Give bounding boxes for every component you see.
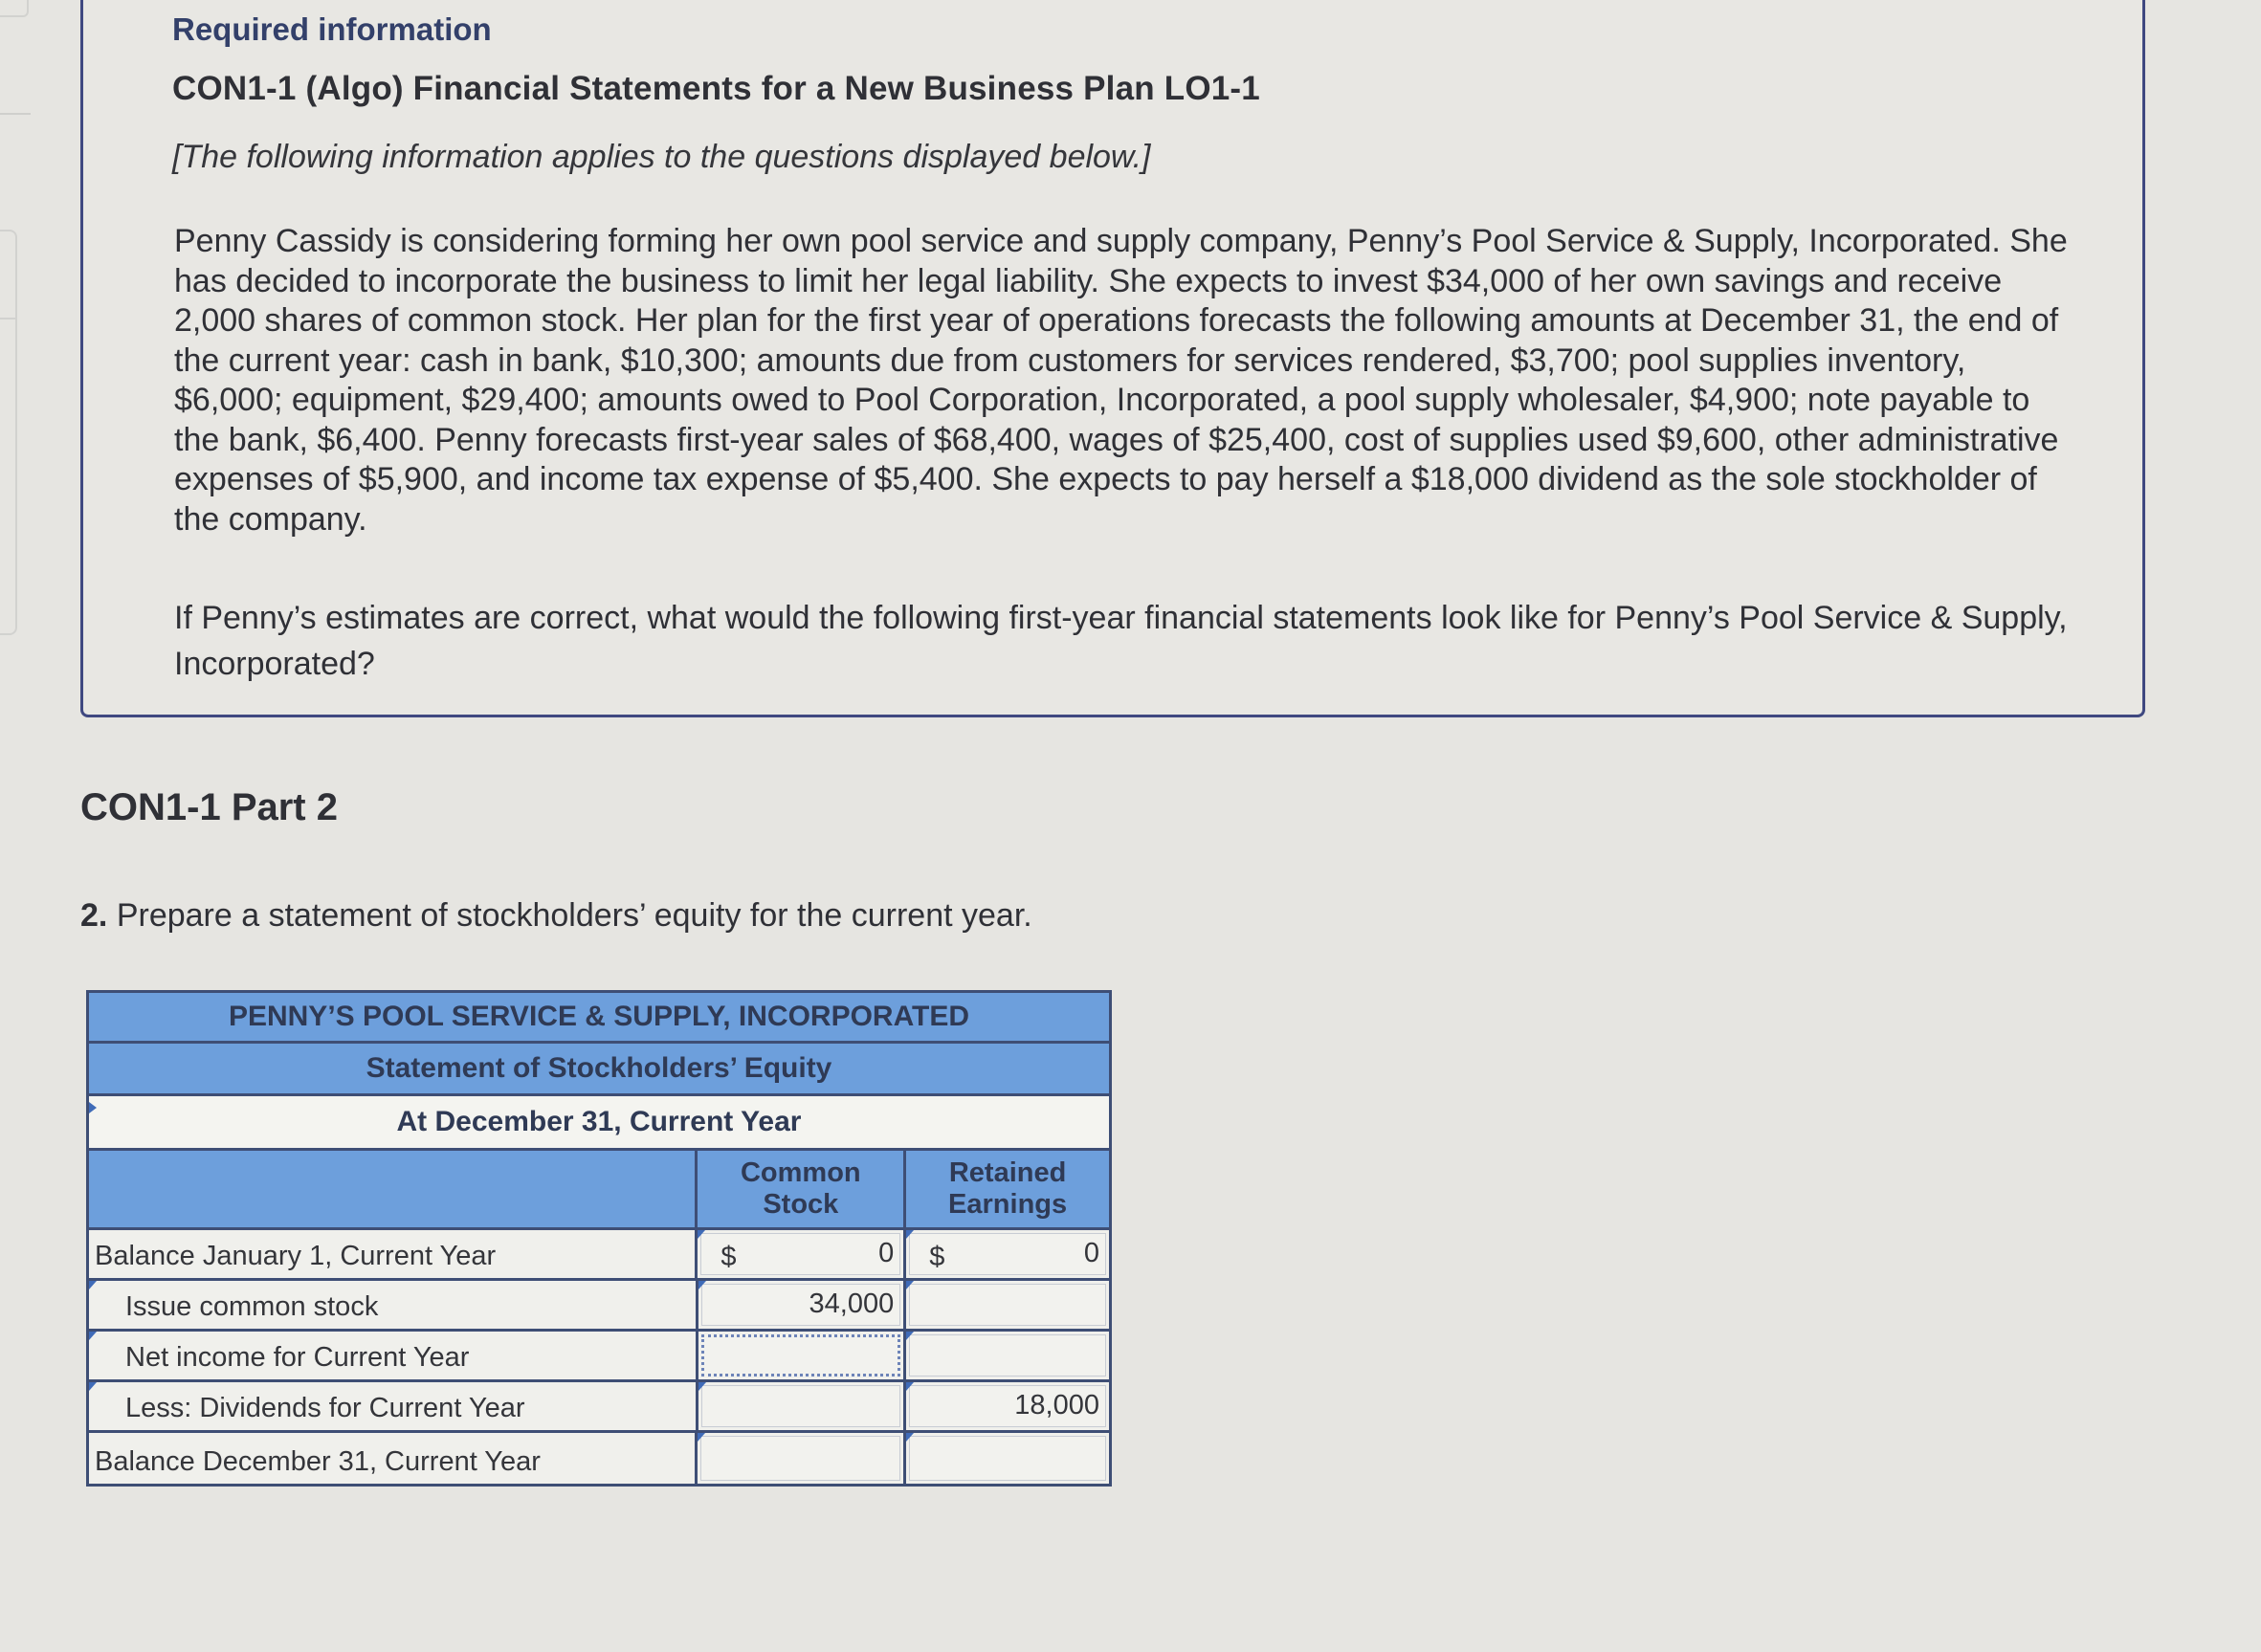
cell-value: 0 [878,1238,895,1268]
common-stock-input[interactable] [698,1230,903,1278]
input-marker-icon [698,1433,705,1442]
table-row [89,1230,1109,1281]
sidebar-panel-edge [0,230,17,635]
input-marker-icon [89,1332,97,1340]
label-column-header [89,1151,698,1227]
row-label: Balance December 31, Current Year [89,1433,698,1484]
input-marker-icon [698,1281,706,1289]
statement-name: Statement of Stockholders’ Equity [366,1052,832,1084]
sidebar-divider [0,113,31,115]
retained-earnings-input[interactable] [903,1281,1109,1329]
column-header-line: Earnings [948,1189,1068,1220]
cell-value: 0 [1083,1238,1099,1268]
common-stock-input[interactable] [698,1433,903,1484]
info-note: [The following information applies to the questions displayed below.] [172,139,1151,175]
column-header-row [89,1151,1109,1230]
company-name: PENNY’S POOL SERVICE & SUPPLY, INCORPORATED [228,1001,970,1032]
row-label: Less: Dividends for Current Year [125,1393,525,1423]
table-row [89,1382,1109,1433]
cell-value: 18,000 [1014,1390,1099,1421]
statement-date: At December 31, Current Year [396,1106,802,1137]
retained-earnings-input[interactable] [903,1230,1109,1278]
part-title: CON1-1 Part 2 [80,786,338,828]
statement-date-row[interactable] [89,1096,1109,1151]
dollar-sign: $ [720,1242,737,1272]
column-header-retained-earnings [903,1151,1109,1227]
table-row [89,1281,1109,1332]
column-header-line: Stock [763,1189,839,1220]
common-stock-input[interactable] [698,1281,904,1329]
scenario-paragraph: Penny Cassidy is considering forming her own pool service and supply company, Penny’s Pool Service & Supply, Incorporated. She has decided to incorporate the business to limit her legal liability. She expects to invest $34,000 of her own savings and receive 2,000 shares of common stock. Her plan for the first year of operations forecasts the following amounts at December 31, the end of the current year: cash in bank, $10,300; amounts due from customers for services rendered, $3,700; pool supplies inventory, $6,000; equipment, $29,400; amounts owed to Pool Corporation, Incorporated, a pool supply wholesaler, $4,900; note payable to the bank, $6,400. Penny forecasts first-year sales of $68,400, wages of $25,400, cost of supplies used $9,600, other administrative expenses of $5,900, and income tax expense of $5,400. She expects to pay herself a $18,000 dividend as the sole stockholder of the company. [174,223,2068,538]
row-label-input[interactable] [89,1281,698,1329]
instruction [80,897,1032,935]
column-header-common-stock [698,1151,903,1227]
company-name-row [89,993,1109,1044]
input-marker-icon [698,1382,706,1391]
scenario-question: If Penny’s estimates are correct, what would the following first-year financial statements look like for Penny’s Pool Service & Supply, Incorporated? [174,600,2068,682]
retained-earnings-input[interactable] [903,1382,1109,1430]
instruction-text: Prepare a statement of stockholders’ equity for the current year. [116,897,1032,934]
input-marker-icon [698,1230,705,1239]
input-marker-icon [89,1102,97,1113]
dollar-sign: $ [929,1242,945,1272]
sidebar-fragment [0,0,29,17]
row-label: Issue common stock [125,1291,379,1322]
input-marker-icon [906,1433,914,1442]
common-stock-input[interactable] [698,1332,904,1379]
cell-value: 34,000 [809,1289,895,1319]
column-header-line: Common [740,1157,861,1188]
table-row [89,1433,1109,1484]
stockholders-equity-statement [86,990,1112,1487]
instruction-number: 2. [80,897,108,934]
problem-title: CON1-1 (Algo) Financial Statements for a New Business Plan LO1-1 [172,70,1260,107]
required-information-heading: Required information [172,11,492,47]
input-marker-icon [906,1230,914,1239]
input-marker-icon [906,1382,914,1391]
statement-name-row [89,1044,1109,1096]
input-marker-icon [89,1281,97,1289]
input-marker-icon [89,1382,97,1391]
common-stock-input[interactable] [698,1382,904,1430]
row-label: Net income for Current Year [125,1342,470,1373]
input-marker-icon [906,1281,914,1289]
column-header-line: Retained [948,1157,1067,1188]
row-label: Balance January 1, Current Year [89,1230,698,1278]
row-label-input[interactable] [89,1332,698,1379]
retained-earnings-input[interactable] [903,1433,1109,1484]
row-label-input[interactable] [89,1382,698,1430]
table-row [89,1332,1109,1382]
retained-earnings-input[interactable] [903,1332,1109,1379]
input-marker-icon [906,1332,914,1340]
